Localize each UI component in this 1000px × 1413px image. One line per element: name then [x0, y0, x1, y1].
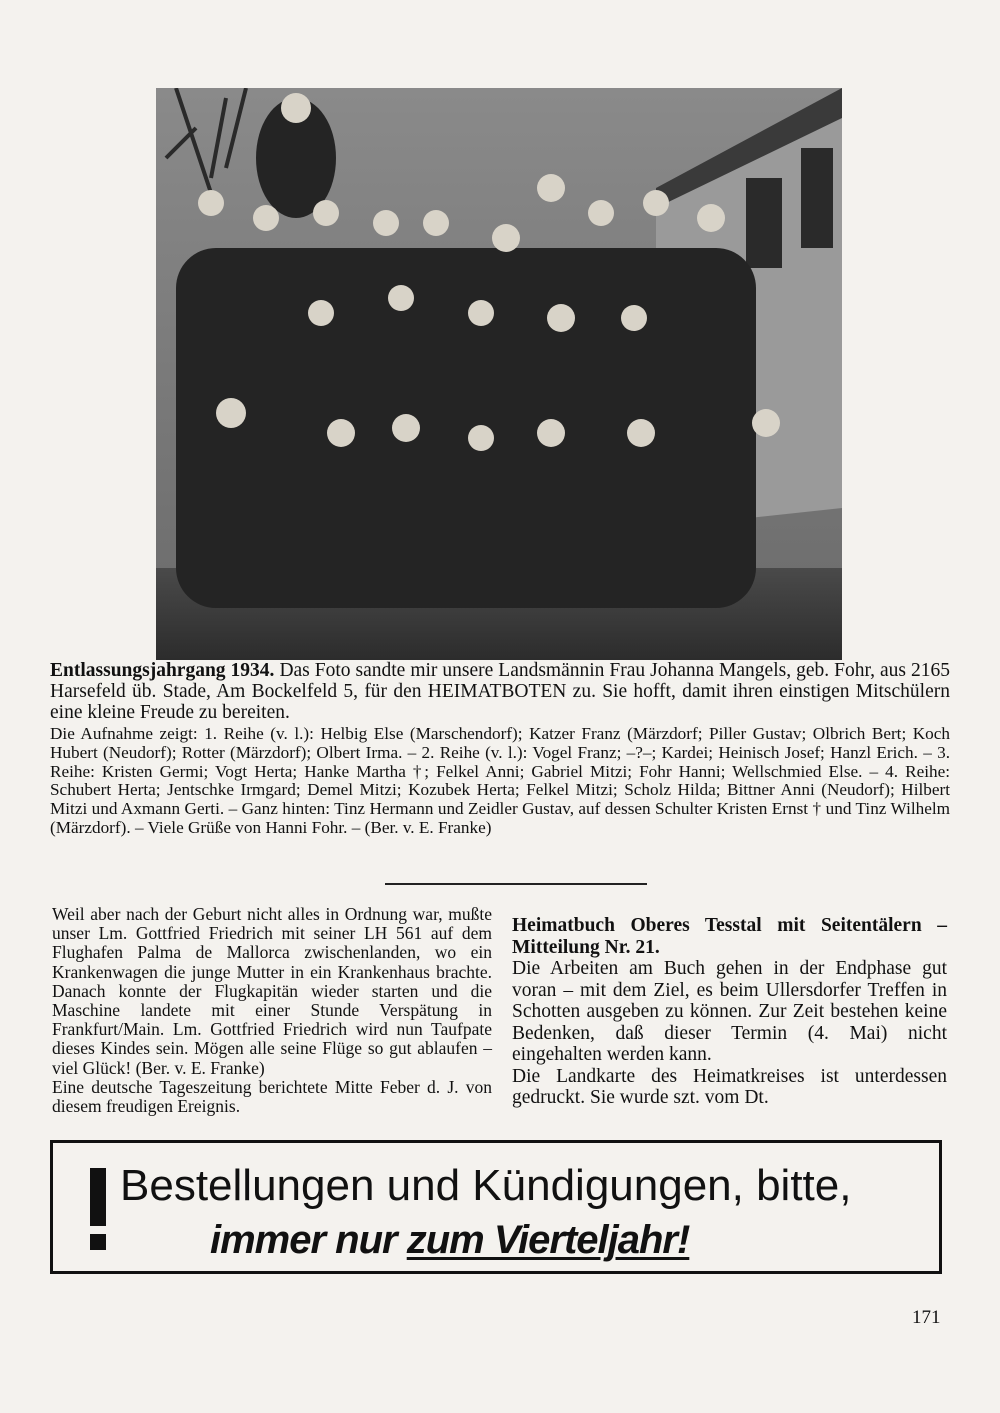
- right-column-article: [512, 915, 947, 1109]
- exclamation-icon: [88, 1168, 112, 1254]
- notice-line-2-underlined: zum Vierteljahr!: [406, 1218, 690, 1262]
- caption-title: Entlassungsjahrgang 1934.: [50, 660, 275, 681]
- left-paragraph-1: Weil aber nach der Geburt nicht alles in Ordnung war, mußte unser Lm. Gottfried Friedrich mit seiner LH 561 auf dem Flughafen Palma de Mallorca zwischenlanden, wo ein Krankenwagen die junge Mutter in ein Krankenhaus brachte. Danach konnte der Flugkapitän wieder starten und die Maschine landete mit einer Stunde Verspätung in Frankfurt/Main. Lm. Gottfried Friedrich wird nun Taufpate dieses Kindes sein. Mögen alle seine Flüge so gut ablaufen – viel Glück! (Ber. v. E. Franke): [52, 904, 492, 1078]
- section-divider: [385, 883, 647, 885]
- notice-line-2-prefix: immer nur: [210, 1218, 407, 1262]
- left-column-article: [52, 905, 492, 1116]
- left-paragraph-2: Eine deutsche Tageszeitung berichtete Mitte Feber d. J. von diesem freudigen Ereignis.: [52, 1076, 492, 1117]
- photo-caption: [50, 660, 950, 838]
- caption-people-list: Die Aufnahme zeigt: 1. Reihe (v. l.): Helbig Else (Marschendorf); Katzer Franz (Märzdorf; Piller Gustav; Olbrich Bert; Koch Hubert (Neudorf); Rotter (Märzdorf); Olbert Irma. – 2. Reihe (v. l.): Vogel Franz; –?–; Kardei; Heinisch Josef; Hanzl Erich. – 3. Reihe: Kristen Germi; Vogt Herta; Hanke Martha †; Felkel Anni; Gabriel Mitzi; Fohr Hanni; Wellschmied Else. – 4. Reihe: Schubert Herta; Jentschke Irmgard; Demel Mitzi; Kozubek Herta; Felkel Mitzi; Scholz Hilda; Bittner Anni (Neudorf); Hilbert Mitzi und Axmann Gerti. – Ganz hinten: Tinz Hermann und Zeidler Gustav, auf dessen Schulter Kristen Ernst † und Tinz Wilhelm (Märzdorf). – Viele Grüße von Hanni Fohr. – (Ber. v. E. Franke): [50, 724, 950, 837]
- right-paragraph-2: Die Landkarte des Heimatkreises ist unterdessen gedruckt. Sie wurde szt. vom Dt.: [512, 1065, 947, 1108]
- right-paragraph-1: Die Arbeiten am Buch gehen in der Endphase gut voran – mit dem Ziel, es beim Ullersdorfer Treffen in Schotten ausgeben zu können. Zur Zeit bestehen keine Bedenken, daß dieser Termin (4. Mai) nicht eingehalten werden kann.: [512, 958, 947, 1065]
- page-number: 171: [912, 1307, 941, 1328]
- class-group-photo: [156, 88, 842, 660]
- notice-line-1: Bestellungen und Kündigungen, bitte,: [120, 1161, 852, 1210]
- group-photo-icon: [156, 88, 842, 660]
- right-heading: Heimatbuch Oberes Tesstal mit Seitentälern – Mitteilung Nr. 21.: [512, 915, 947, 958]
- notice-line-2: [210, 1216, 910, 1264]
- caption-text: Das Foto sandte mir unsere Landsmännin Frau Johanna Mangels, geb. Fohr, aus 2165 Harsefeld üb. Stade, Am Bockelfeld 5, für den HEIMATBOTEN zu. Sie hofft, damit ihren einstigen Mitschülern eine kleine Freude zu bereiten.: [50, 660, 951, 723]
